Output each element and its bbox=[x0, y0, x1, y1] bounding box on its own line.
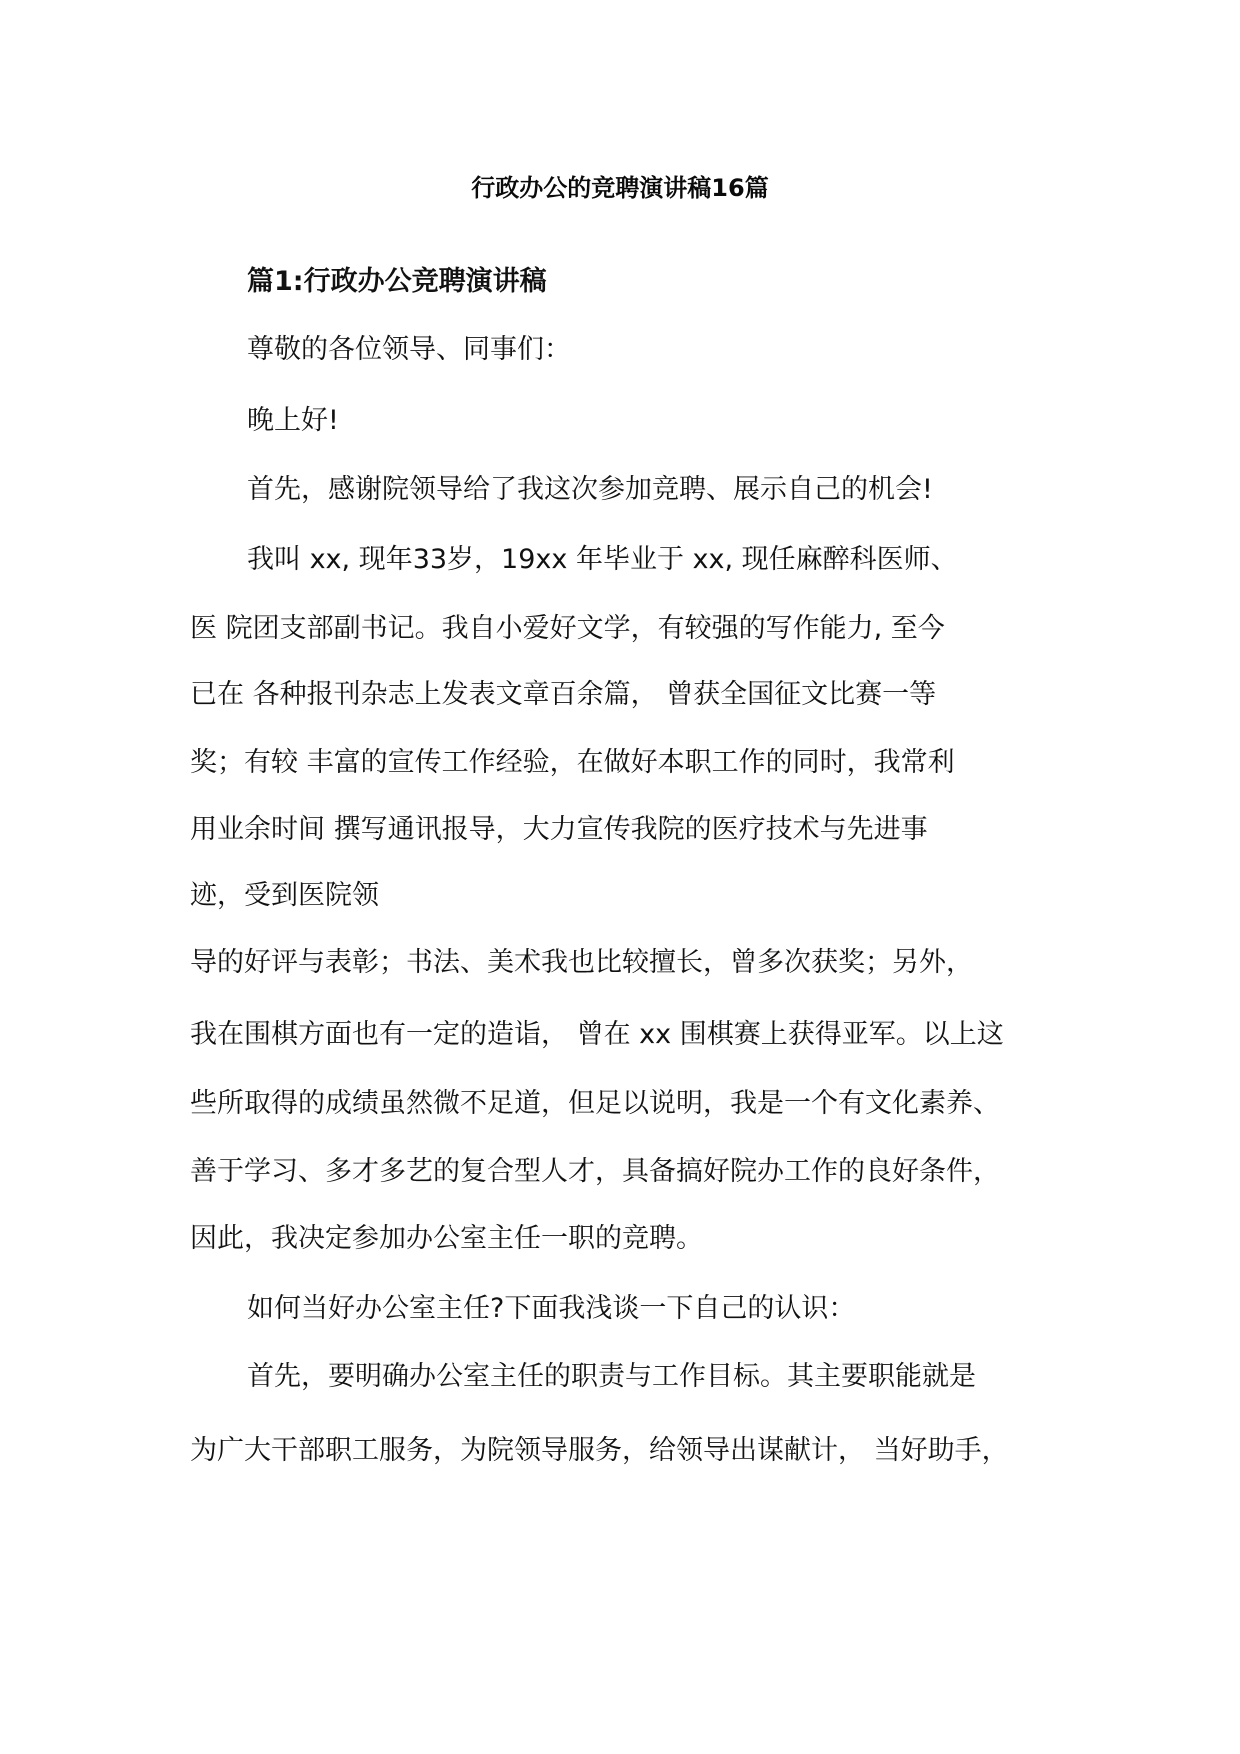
paragraph-line: 我在围棋方面也有一定的造诣， 曾在 xx 围棋赛上获得亚军。以上这 bbox=[190, 1019, 1004, 1050]
paragraph-line: 晚上好! bbox=[247, 405, 339, 436]
section-heading: 篇1:行政办公竞聘演讲稿 bbox=[247, 266, 547, 297]
paragraph-line: 迹，受到医院领 bbox=[190, 880, 379, 911]
document-title: 行政办公的竞聘演讲稿16篇 bbox=[471, 174, 769, 202]
paragraph-line: 善于学习、多才多艺的复合型人才，具备搞好院办工作的良好条件， bbox=[190, 1156, 1000, 1187]
paragraph-line: 些所取得的成绩虽然微不足道，但足以说明，我是一个有文化素养、 bbox=[190, 1088, 1000, 1119]
paragraph-line: 医 院团支部副书记。我自小爱好文学，有较强的写作能力, 至今 bbox=[190, 613, 945, 644]
paragraph-line: 我叫 xx, 现年33岁，19xx 年毕业于 xx, 现任麻醉科医师、 bbox=[247, 544, 958, 575]
paragraph-line: 导的好评与表彰；书法、美术我也比较擅长，曾多次获奖；另外， bbox=[190, 947, 973, 978]
paragraph-line: 如何当好办公室主任?下面我浅谈一下自己的认识： bbox=[247, 1293, 856, 1324]
paragraph-line: 奖；有较 丰富的宣传工作经验，在做好本职工作的同时，我常利 bbox=[190, 747, 955, 778]
paragraph-line: 尊敬的各位领导、同事们： bbox=[247, 334, 571, 365]
paragraph-line: 首先，感谢院领导给了我这次参加竞聘、展示自己的机会! bbox=[247, 474, 933, 505]
paragraph-line: 因此，我决定参加办公室主任一职的竞聘。 bbox=[190, 1223, 703, 1254]
paragraph-line: 用业余时间 撰写通讯报导，大力宣传我院的医疗技术与先进事 bbox=[190, 814, 928, 845]
paragraph-line: 为广大干部职工服务，为院领导服务，给领导出谋献计， 当好助手， bbox=[190, 1435, 1009, 1466]
paragraph-line: 首先，要明确办公室主任的职责与工作目标。其主要职能就是 bbox=[247, 1361, 976, 1392]
paragraph-line: 已在 各种报刊杂志上发表文章百余篇， 曾获全国征文比赛一等 bbox=[190, 679, 937, 710]
